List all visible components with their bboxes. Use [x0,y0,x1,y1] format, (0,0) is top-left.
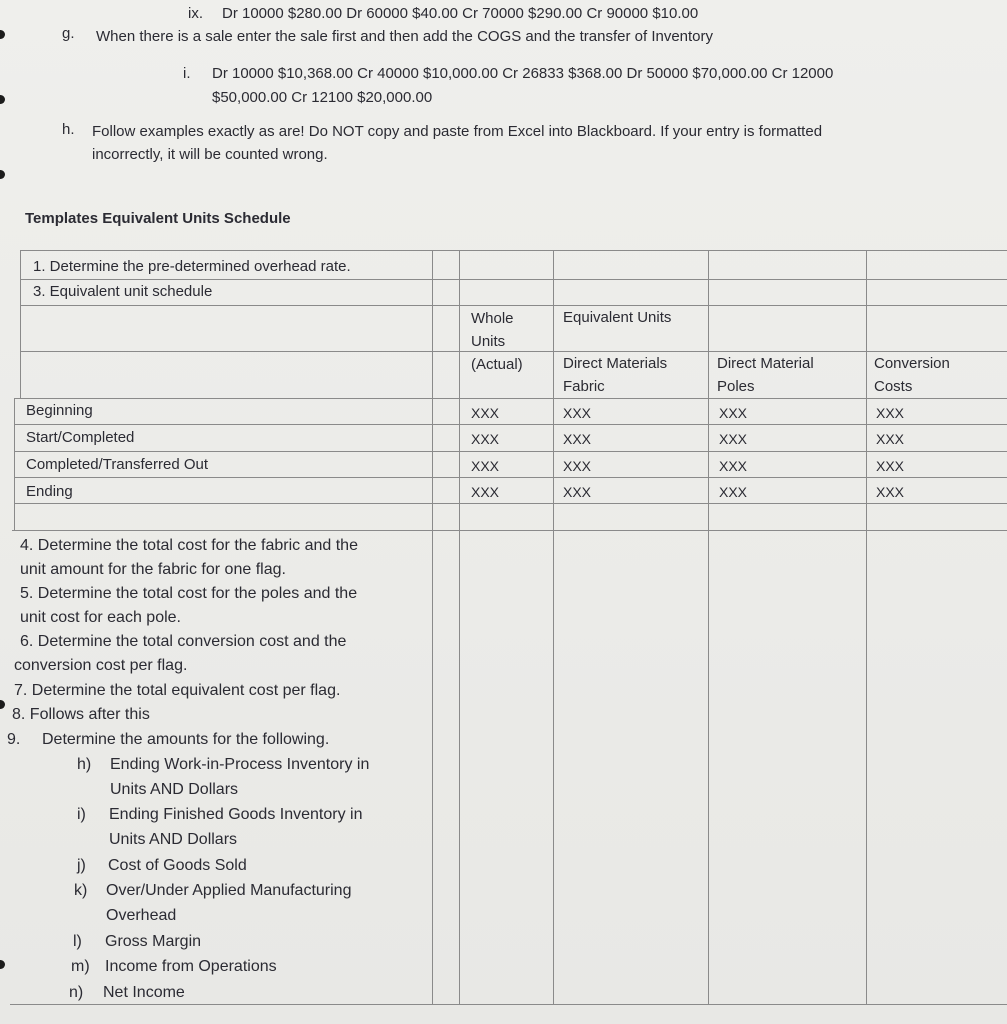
sub-i-marker: i) [77,806,86,823]
step-8: 8. Follows after this [12,706,150,723]
sub-l-marker: l) [73,933,82,950]
cell: XXX [471,458,500,474]
cell: XXX [719,405,748,421]
header-conversion-1: Conversion [874,355,950,372]
header-dm-poles-2: Poles [717,378,755,395]
item-ix-marker: ix. [188,5,203,22]
header-dm-poles-1: Direct Material [717,355,814,372]
sub-h-line1: Ending Work-in-Process Inventory in [110,756,370,773]
binder-hole [0,700,5,709]
row-label: Beginning [26,402,93,419]
sub-l-line1: Gross Margin [105,933,202,950]
header-whole: Whole [471,310,514,327]
item-i-line1: Dr 10000 $10,368.00 Cr 40000 $10,000.00 Cr 26833 $368.00 Dr 50000 $70,000.00 Cr 12000 [212,65,834,82]
step-5-line1: 5. Determine the total cost for the poles and the [20,585,358,602]
row-label: Ending [26,483,73,500]
sub-n-marker: n) [69,984,84,1001]
cell: XXX [876,484,905,500]
sub-m-marker: m) [71,958,90,975]
header-equivalent-units: Equivalent Units [563,309,672,326]
cell: XXX [471,484,500,500]
header-dm-fabric-1: Direct Materials [563,355,668,372]
item-h-line1: Follow examples exactly as are! Do NOT copy and paste from Excel into Blackboard. If your entry is formatted [92,123,823,140]
step-5-line2: unit cost for each pole. [20,609,181,626]
sub-k-line1: Over/Under Applied Manufacturing [106,882,352,899]
cell: XXX [876,431,905,447]
sub-h-line2: Units AND Dollars [110,781,239,798]
binder-hole [0,170,5,179]
binder-hole [0,30,5,39]
cell: XXX [563,484,592,500]
step-6-line1: 6. Determine the total conversion cost and the [20,633,347,650]
item-h-marker: h. [62,121,75,138]
sub-h-marker: h) [77,756,92,773]
cell: XXX [471,405,500,421]
section-title: Templates Equivalent Units Schedule [25,210,291,227]
item-ix-text: Dr 10000 $280.00 Dr 60000 $40.00 Cr 70000 $290.00 Cr 90000 $10.00 [222,5,699,22]
binder-hole [0,960,5,969]
sub-i-line1: Ending Finished Goods Inventory in [109,806,363,823]
step-4-line2: unit amount for the fabric for one flag. [20,561,286,578]
table-row-overhead-rate: 1. Determine the pre-determined overhead rate. [33,258,351,275]
cell: XXX [876,458,905,474]
sub-n-line1: Net Income [103,984,185,1001]
row-label: Start/Completed [26,429,135,446]
sub-k-line2: Overhead [106,907,177,924]
cell: XXX [876,405,905,421]
row-label: Completed/Transferred Out [26,456,209,473]
step-9-number: 9. [7,731,21,748]
header-units: Units [471,333,506,350]
step-9-text: Determine the amounts for the following. [42,731,330,748]
step-4-line1: 4. Determine the total cost for the fabric and the [20,537,358,554]
binder-hole [0,95,5,104]
cell: XXX [563,458,592,474]
cell: XXX [719,484,748,500]
header-conversion-2: Costs [874,378,913,395]
cell: XXX [719,458,748,474]
sub-i-line2: Units AND Dollars [109,831,238,848]
cell: XXX [563,405,592,421]
cell: XXX [471,431,500,447]
item-i-line2: $50,000.00 Cr 12100 $20,000.00 [212,89,433,106]
step-6-line2: conversion cost per flag. [14,657,188,674]
sub-j-line1: Cost of Goods Sold [108,857,247,874]
sub-k-marker: k) [74,882,88,899]
item-i-marker: i. [183,65,191,82]
cell: XXX [563,431,592,447]
item-g-text: When there is a sale enter the sale first and then add the COGS and the transfer of Inventory [96,28,714,45]
header-actual: (Actual) [471,356,523,373]
cell: XXX [719,431,748,447]
sub-m-line1: Income from Operations [105,958,277,975]
sub-j-marker: j) [77,857,86,874]
header-dm-fabric-2: Fabric [563,378,605,395]
step-7: 7. Determine the total equivalent cost per flag. [14,682,341,699]
item-h-line2: incorrectly, it will be counted wrong. [92,146,328,163]
table-row-equivalent-schedule: 3. Equivalent unit schedule [33,283,213,300]
item-g-marker: g. [62,25,75,42]
